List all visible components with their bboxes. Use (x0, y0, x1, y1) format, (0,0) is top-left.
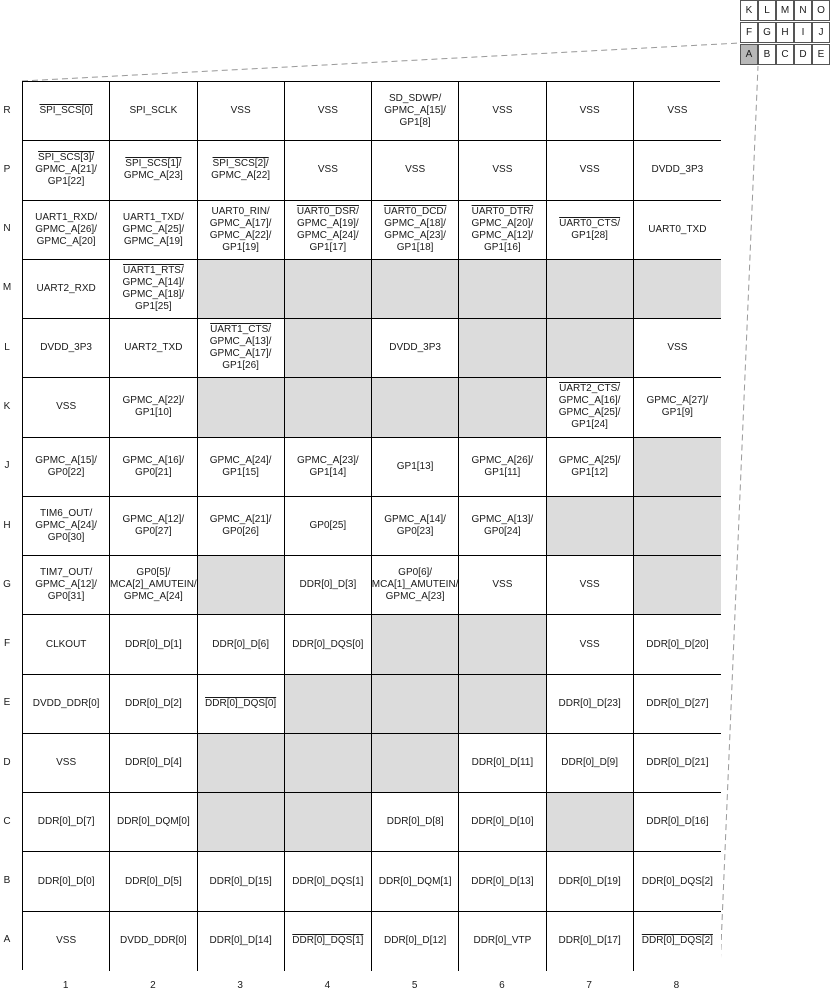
ball-signal-label: DDR[0]_D[2] (125, 697, 182, 709)
ball-signal-label: DVDD_3P3 (40, 342, 92, 354)
ball-e6 (459, 675, 546, 734)
row-label-g: G (3, 578, 11, 590)
ball-signal-label: VSS (56, 757, 77, 769)
ball-b7 (547, 852, 634, 911)
ball-r3 (198, 82, 285, 141)
ball-signal-label: DDR[0]_D[1] (125, 638, 182, 650)
ball-a8 (634, 912, 721, 971)
ball-d5 (372, 734, 459, 793)
row-label-n: N (3, 223, 11, 235)
ball-signal-label: GPMC_A[23]/ GP1[14] (297, 454, 359, 478)
ball-signal-label: TIM6_OUT/ GPMC_A[24]/ GP0[30] (35, 507, 97, 543)
ball-signal-label: DDR[0]_DQM[0] (116, 816, 190, 828)
ball-signal-label: DDR[0]_D[21] (646, 757, 709, 769)
ball-signal-label: DDR[0]_D[15] (209, 875, 272, 887)
ball-f6 (459, 615, 546, 674)
key-cell-k: K (740, 0, 758, 21)
ball-signal-label: UART1_RTS/ GPMC_A[14]/ GPMC_A[18]/ GP1[25] (122, 264, 185, 312)
ball-g4 (285, 556, 372, 615)
row-label-f: F (3, 638, 11, 650)
ball-j4 (285, 438, 372, 497)
ball-l1 (23, 319, 110, 378)
ball-f4 (285, 615, 372, 674)
ball-p4 (285, 141, 372, 200)
ball-f1 (23, 615, 110, 674)
ball-l3 (198, 319, 285, 378)
ball-k8 (634, 378, 721, 437)
ball-d3 (198, 734, 285, 793)
ball-signal-label: UART2_CTS/ GPMC_A[16]/ GPMC_A[25]/ GP1[24] (558, 383, 621, 431)
ball-signal-label: VSS (405, 164, 426, 176)
col-label-3: 3 (237, 980, 243, 991)
ball-f5 (372, 615, 459, 674)
ball-g7 (547, 556, 634, 615)
row-label-h: H (3, 519, 11, 531)
ball-r5 (372, 82, 459, 141)
ball-d8 (634, 734, 721, 793)
ball-signal-label: GPMC_A[16]/ GP0[21] (122, 454, 185, 478)
ball-c6 (459, 793, 546, 852)
ball-p5 (372, 141, 459, 200)
ball-h8 (634, 497, 721, 556)
ball-signal-label: UART0_TXD (648, 223, 707, 235)
ball-signal-label: DVDD_DDR[0] (120, 935, 187, 947)
ball-signal-label: GPMC_A[21]/ GP0[26] (209, 513, 272, 537)
ball-l6 (459, 319, 546, 378)
ball-l5 (372, 319, 459, 378)
ball-signal-label: GPMC_A[13]/ GP0[24] (471, 513, 534, 537)
ball-signal-label: DDR[0]_D[3] (299, 579, 357, 591)
ball-m7 (547, 260, 634, 319)
ball-signal-label: SD_SDWP/ GPMC_A[15]/ GP1[8] (384, 93, 446, 129)
ball-r7 (547, 82, 634, 141)
ball-b8 (634, 852, 721, 911)
ball-signal-label: VSS (317, 164, 338, 176)
ball-signal-label: VSS (579, 105, 600, 117)
ball-signal-label: GPMC_A[24]/ GP1[15] (209, 454, 272, 478)
row-label-r: R (3, 104, 11, 116)
col-label-6: 6 (499, 980, 505, 991)
ball-signal-label: DDR[0]_D[19] (558, 875, 621, 887)
ball-signal-label: UART1_TXD/ GPMC_A[25]/ GPMC_A[19] (122, 211, 185, 247)
ball-b2 (110, 852, 197, 911)
ball-n1 (23, 201, 110, 260)
ball-a2 (110, 912, 197, 971)
ball-h5 (372, 497, 459, 556)
ball-g3 (198, 556, 285, 615)
row-label-a: A (3, 934, 11, 946)
key-cell-f: F (740, 22, 758, 43)
ball-signal-label: VSS (492, 105, 513, 117)
ball-f7 (547, 615, 634, 674)
ball-m3 (198, 260, 285, 319)
ball-signal-label: UART0_DSR/ GPMC_A[19]/ GPMC_A[24]/ GP1[17] (296, 205, 359, 253)
ball-k6 (459, 378, 546, 437)
ball-signal-label: DDR[0]_D[13] (471, 875, 534, 887)
ball-r2 (110, 82, 197, 141)
ball-d1 (23, 734, 110, 793)
ball-m4 (285, 260, 372, 319)
ball-n3 (198, 201, 285, 260)
ball-signal-label: GPMC_A[25]/ GP1[12] (558, 454, 621, 478)
ball-j6 (459, 438, 546, 497)
ball-signal-label: UART0_DCD/ GPMC_A[18]/ GPMC_A[23]/ GP1[18] (383, 205, 447, 253)
ball-signal-label: DDR[0]_D[27] (646, 697, 709, 709)
ball-signal-label: GP1[13] (396, 460, 434, 472)
ball-g1 (23, 556, 110, 615)
key-cell-j: J (812, 22, 830, 43)
ball-n6 (459, 201, 546, 260)
ball-n2 (110, 201, 197, 260)
col-label-2: 2 (150, 980, 156, 991)
ball-n5 (372, 201, 459, 260)
ball-b4 (285, 852, 372, 911)
key-cell-n: N (794, 0, 812, 21)
ball-d6 (459, 734, 546, 793)
ball-c4 (285, 793, 372, 852)
ball-c8 (634, 793, 721, 852)
ball-b1 (23, 852, 110, 911)
col-label-7: 7 (586, 980, 592, 991)
ball-l7 (547, 319, 634, 378)
ball-b6 (459, 852, 546, 911)
ball-signal-label: TIM7_OUT/ GPMC_A[12]/ GP0[31] (35, 567, 97, 603)
ball-d7 (547, 734, 634, 793)
ball-j3 (198, 438, 285, 497)
ball-a1 (23, 912, 110, 971)
ball-signal-label: UART0_DTR/ GPMC_A[20]/ GPMC_A[12]/ GP1[16] (471, 205, 534, 253)
col-label-4: 4 (324, 980, 331, 991)
row-label-e: E (3, 697, 11, 709)
ball-signal-label: VSS (667, 105, 688, 117)
ball-signal-label: DDR[0]_D[12] (384, 935, 447, 947)
ball-e3 (198, 675, 285, 734)
ball-signal-label: DDR[0]_DQS[2] (641, 875, 713, 887)
key-cell-a: A (740, 44, 758, 65)
ball-b5 (372, 852, 459, 911)
key-cell-o: O (812, 0, 830, 21)
ball-k4 (285, 378, 372, 437)
ball-signal-label: SPI_SCS[2]/ GPMC_A[22] (211, 158, 271, 182)
ball-r6 (459, 82, 546, 141)
col-label-8: 8 (673, 980, 680, 991)
ball-signal-label: SPI_SCLK (129, 105, 178, 117)
ball-signal-label: VSS (492, 164, 513, 176)
ball-f3 (198, 615, 285, 674)
col-label-1: 1 (62, 980, 69, 991)
ball-b3 (198, 852, 285, 911)
ball-k1 (23, 378, 110, 437)
ball-p8 (634, 141, 721, 200)
ball-j1 (23, 438, 110, 497)
ball-signal-label: GP0[5]/ MCA[2]_AMUTEIN/ GPMC_A[24] (110, 567, 197, 603)
ball-signal-label: UART1_RXD/ GPMC_A[26]/ GPMC_A[20] (35, 211, 98, 247)
ball-h6 (459, 497, 546, 556)
ball-signal-label: DVDD_DDR[0] (32, 697, 100, 709)
key-cell-m: M (776, 0, 794, 21)
ball-signal-label: DDR[0]_DQS[2] (641, 935, 713, 947)
ball-k2 (110, 378, 197, 437)
ball-signal-label: DDR[0]_D[10] (471, 816, 534, 828)
ball-signal-label: DDR[0]_DQM[1] (378, 875, 452, 887)
ball-signal-label: GPMC_A[12]/ GP0[27] (122, 513, 185, 537)
ball-signal-label: GP0[25] (309, 519, 347, 531)
ball-a3 (198, 912, 285, 971)
ball-signal-label: UART2_TXD (124, 342, 183, 354)
ball-r8 (634, 82, 721, 141)
ball-f2 (110, 615, 197, 674)
ball-m2 (110, 260, 197, 319)
row-label-c: C (3, 815, 11, 827)
ball-h3 (198, 497, 285, 556)
ball-signal-label: VSS (579, 638, 600, 650)
ball-h7 (547, 497, 634, 556)
ball-signal-label: GP0[6]/ MCA[1]_AMUTEIN/ GPMC_A[23] (372, 567, 459, 603)
ball-c5 (372, 793, 459, 852)
ball-c3 (198, 793, 285, 852)
ball-signal-label: SPI_SCS[0] (39, 105, 93, 117)
ball-n8 (634, 201, 721, 260)
ball-signal-label: DVDD_3P3 (651, 164, 704, 176)
ball-a7 (547, 912, 634, 971)
ball-signal-label: GPMC_A[27]/ GP1[9] (646, 395, 709, 419)
key-cell-e: E (812, 44, 830, 65)
ball-p1 (23, 141, 110, 200)
ball-k5 (372, 378, 459, 437)
ball-signal-label: UART2_RXD (36, 282, 96, 294)
ball-p3 (198, 141, 285, 200)
ball-j2 (110, 438, 197, 497)
ball-signal-label: UART1_CTS/ GPMC_A[13]/ GPMC_A[17]/ GP1[26] (209, 324, 272, 372)
ball-signal-label: GPMC_A[14]/ GP0[23] (384, 513, 446, 537)
ball-a6 (459, 912, 546, 971)
ball-signal-label: DDR[0]_D[0] (37, 875, 95, 887)
ball-signal-label: VSS (492, 579, 513, 591)
ball-e7 (547, 675, 634, 734)
key-cell-d: D (794, 44, 812, 65)
ball-m1 (23, 260, 110, 319)
row-label-d: D (3, 756, 11, 768)
ball-l4 (285, 319, 372, 378)
ball-signal-label: DDR[0]_D[17] (558, 935, 621, 947)
ball-signal-label: DDR[0]_D[14] (209, 935, 272, 947)
ball-signal-label: DDR[0]_D[5] (125, 875, 182, 887)
row-label-p: P (3, 163, 11, 175)
ball-signal-label: SPI_SCS[1]/ GPMC_A[23] (123, 158, 183, 182)
ball-signal-label: DDR[0]_DQS[0] (292, 638, 364, 650)
ball-signal-label: DDR[0]_D[16] (646, 816, 709, 828)
col-label-5: 5 (411, 980, 418, 991)
ball-l8 (634, 319, 721, 378)
ball-m6 (459, 260, 546, 319)
key-cell-c: C (776, 44, 794, 65)
ball-signal-label: UART0_CTS/ GP1[28] (559, 217, 621, 241)
ball-signal-label: UART0_RIN/ GPMC_A[17]/ GPMC_A[22]/ GP1[19] (209, 205, 272, 253)
ball-g5 (372, 556, 459, 615)
ball-h2 (110, 497, 197, 556)
ball-signal-label: DDR[0]_VTP (473, 935, 532, 947)
ball-c7 (547, 793, 634, 852)
ball-e4 (285, 675, 372, 734)
ball-g8 (634, 556, 721, 615)
ball-d2 (110, 734, 197, 793)
ball-c1 (23, 793, 110, 852)
ball-j5 (372, 438, 459, 497)
ball-f8 (634, 615, 721, 674)
ball-signal-label: VSS (56, 401, 77, 413)
ball-signal-label: VSS (579, 579, 600, 591)
ball-e8 (634, 675, 721, 734)
ball-a5 (372, 912, 459, 971)
row-label-k: K (3, 400, 11, 412)
ball-r4 (285, 82, 372, 141)
ball-c2 (110, 793, 197, 852)
row-label-j: J (4, 460, 10, 472)
ball-signal-label: DVDD_3P3 (389, 342, 441, 354)
ball-e5 (372, 675, 459, 734)
ball-p7 (547, 141, 634, 200)
ball-h1 (23, 497, 110, 556)
ball-signal-label: DDR[0]_DQS[1] (292, 935, 364, 947)
key-cell-i: I (794, 22, 812, 43)
ball-signal-label: DDR[0]_DQS[0] (205, 697, 277, 709)
ball-l2 (110, 319, 197, 378)
ball-signal-label: DDR[0]_D[6] (212, 638, 269, 650)
quadrant-key (740, 0, 832, 66)
ball-signal-label: VSS (56, 935, 77, 947)
ball-d4 (285, 734, 372, 793)
ball-signal-label: DDR[0]_D[9] (561, 757, 618, 769)
ball-signal-label: CLKOUT (45, 638, 87, 650)
ball-signal-label: DDR[0]_D[23] (558, 697, 621, 709)
ball-signal-label: GPMC_A[26]/ GP1[11] (471, 454, 534, 478)
ball-signal-label: VSS (579, 164, 600, 176)
ball-signal-label: DDR[0]_D[7] (37, 816, 95, 828)
key-cell-b: B (758, 44, 776, 65)
row-label-m: M (2, 282, 12, 294)
row-label-l: L (4, 341, 10, 353)
ball-e1 (23, 675, 110, 734)
ball-g6 (459, 556, 546, 615)
ball-m8 (634, 260, 721, 319)
ball-signal-label: SPI_SCS[3]/ GPMC_A[21]/ GP1[22] (35, 152, 97, 188)
ball-signal-label: DDR[0]_D[4] (125, 757, 182, 769)
ball-signal-label: DDR[0]_D[8] (386, 816, 444, 828)
ball-signal-label: VSS (230, 105, 251, 117)
ball-map-grid (22, 81, 720, 970)
ball-signal-label: VSS (317, 105, 338, 117)
ball-k3 (198, 378, 285, 437)
ball-j8 (634, 438, 721, 497)
key-cell-g: G (758, 22, 776, 43)
key-cell-l: L (758, 0, 776, 21)
ball-signal-label: DDR[0]_DQS[1] (292, 875, 364, 887)
ball-m5 (372, 260, 459, 319)
ball-signal-label: GPMC_A[22]/ GP1[10] (122, 395, 185, 419)
ball-signal-label: DDR[0]_D[20] (646, 638, 709, 650)
ball-g2 (110, 556, 197, 615)
ball-a4 (285, 912, 372, 971)
ball-n4 (285, 201, 372, 260)
ball-h4 (285, 497, 372, 556)
ball-k7 (547, 378, 634, 437)
ball-r1 (23, 82, 110, 141)
row-label-b: B (3, 875, 11, 887)
ball-signal-label: GPMC_A[15]/ GP0[22] (35, 454, 97, 478)
ball-n7 (547, 201, 634, 260)
ball-p2 (110, 141, 197, 200)
ball-p6 (459, 141, 546, 200)
ball-e2 (110, 675, 197, 734)
ball-signal-label: VSS (667, 342, 688, 354)
ball-j7 (547, 438, 634, 497)
key-cell-h: H (776, 22, 794, 43)
ball-signal-label: DDR[0]_D[11] (471, 757, 534, 769)
